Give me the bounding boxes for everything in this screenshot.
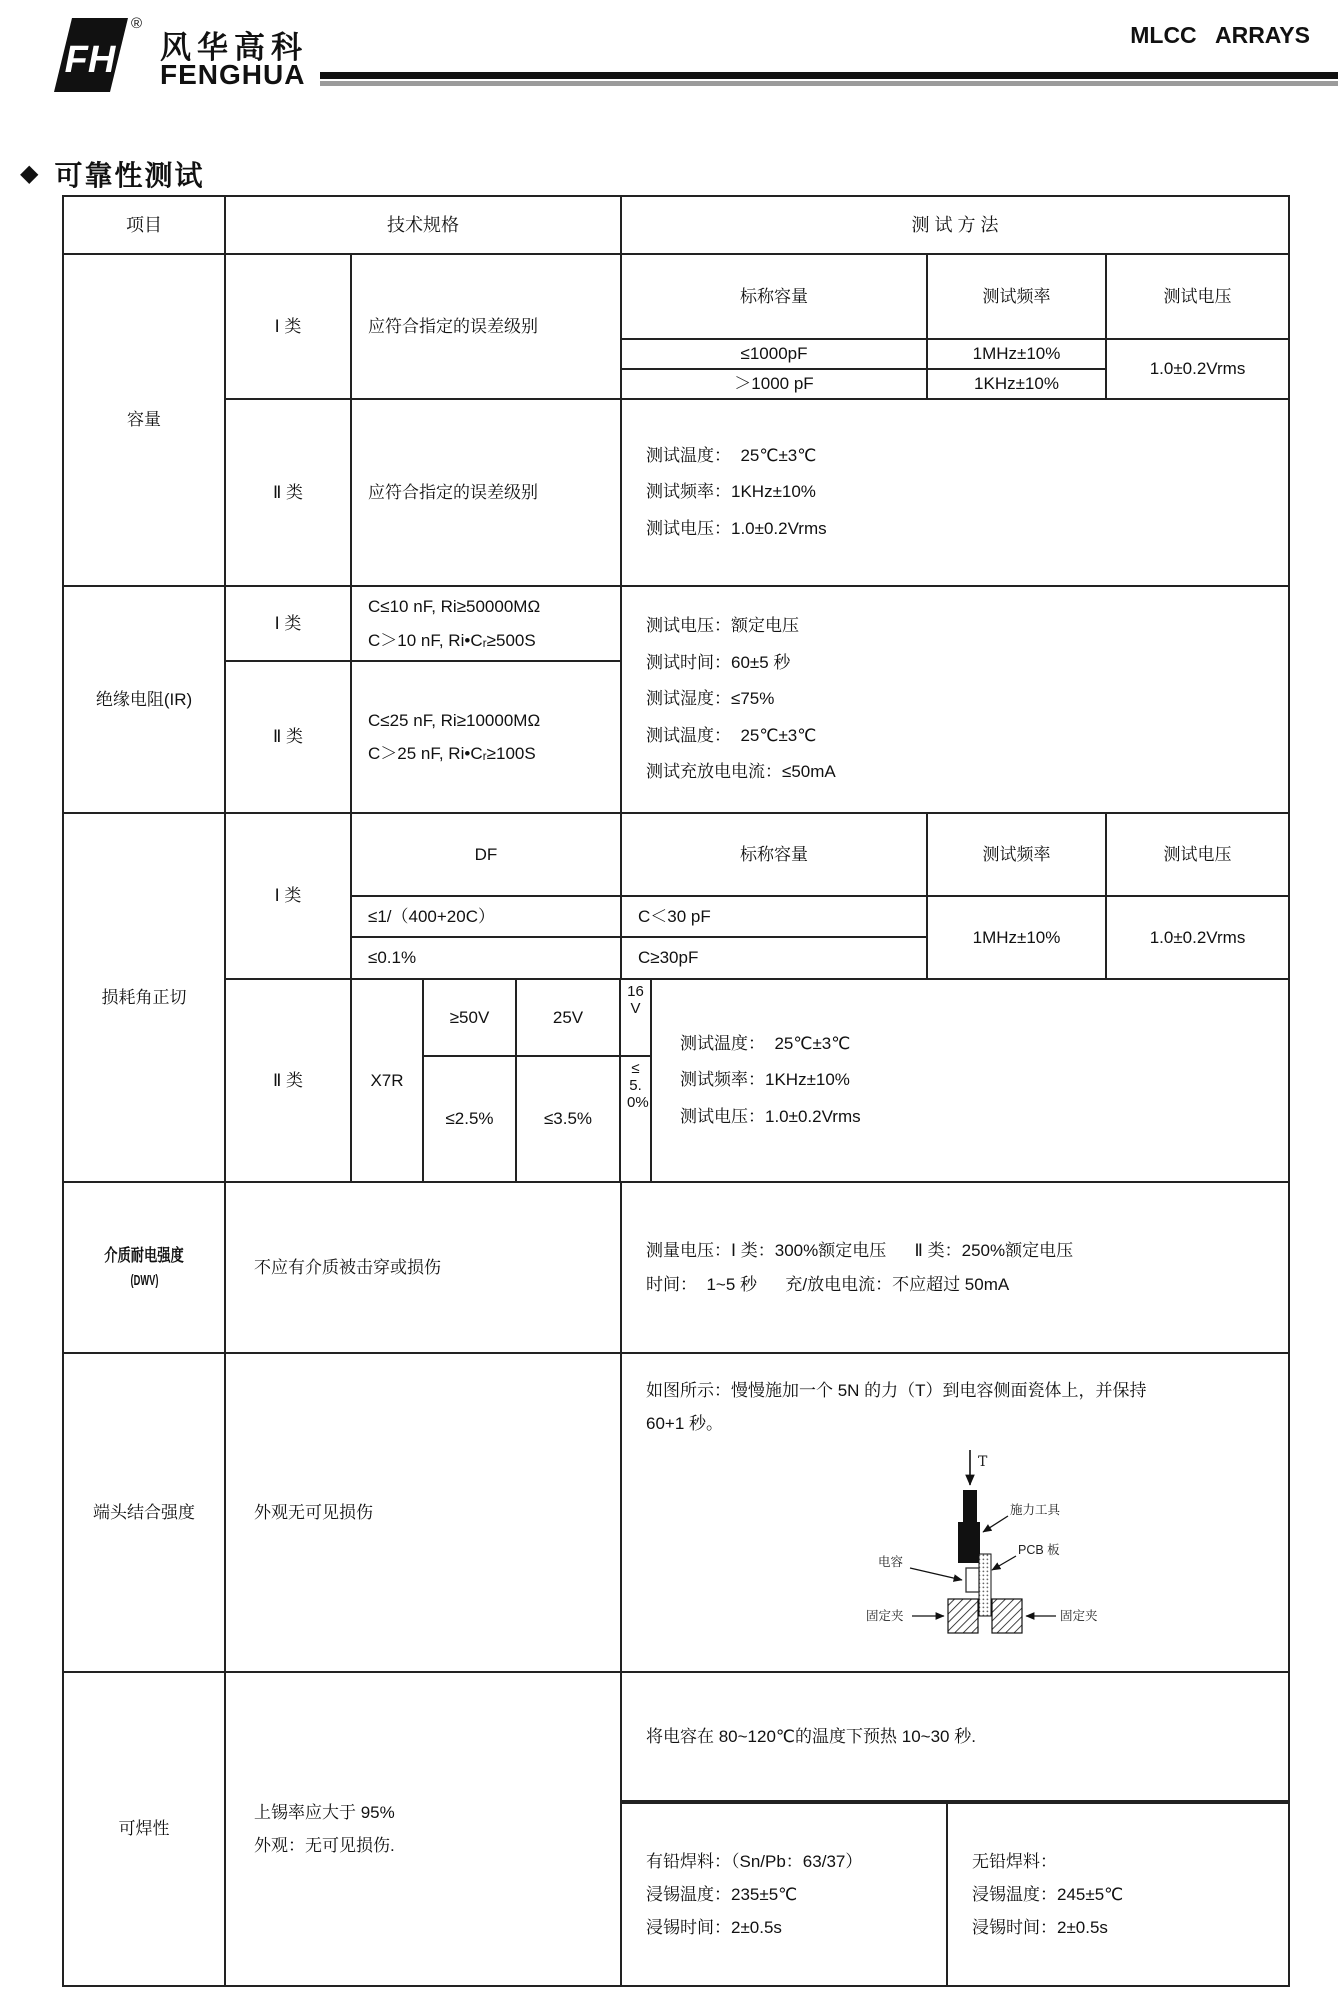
leadfree-line2: 浸锡温度：245±5℃ [972, 1884, 1124, 1904]
ir-method [622, 587, 1290, 814]
cap-subheader-voltage [1107, 255, 1290, 340]
force-label: T [978, 1454, 988, 1470]
company-name-cn: 风华高科 [160, 30, 308, 65]
leadfree-line3: 浸锡时间：2±0.5s [972, 1918, 1108, 1938]
adhesion-method-line2: 60+1 秒。 [646, 1414, 724, 1434]
cap-row1-capacity-value: ≤1000pF [740, 344, 808, 364]
ir-class1 [226, 587, 352, 662]
header-rule-gray [320, 81, 1338, 86]
header-item-label: 项目 [126, 214, 162, 235]
ir-class1-label: Ⅰ 类 [274, 613, 302, 633]
df-method-line2: 测试频率：1KHz±10% [680, 1070, 850, 1090]
capacitance-method2 [622, 400, 1290, 587]
capacitance-spec2 [352, 400, 622, 587]
df-col-50v-label: ≥50V [449, 1007, 490, 1027]
df-row1-limit-value: ≤1/（400+20C） [368, 906, 495, 926]
section-title [20, 154, 204, 194]
df-frequency-value [928, 897, 1107, 980]
ir-spec2-line2: C＞25 nF, Ri•Cᵣ≥100S [368, 744, 536, 763]
pcb-label: PCB 板 [1018, 1543, 1060, 1557]
capacitor-leader-arrow [910, 1568, 962, 1580]
ir-class2-label: Ⅱ 类 [272, 727, 304, 747]
df-subheader-capacity-label: 标称容量 [740, 844, 808, 864]
pcb-leader-arrow [992, 1556, 1016, 1570]
tool-label: 施力工具 [1010, 1503, 1061, 1517]
product-title: MLCC ARRAYS [1130, 22, 1310, 48]
df-x7r-cell [352, 980, 424, 1183]
cap-row2-frequency [928, 370, 1107, 400]
df-class1-label: Ⅰ 类 [274, 886, 302, 906]
df-header-text: DF [474, 844, 498, 864]
df-label: 损耗角正切 [101, 987, 187, 1007]
dwv-spec-text: 不应有介质被击穿或损伤 [254, 1257, 441, 1277]
capacitance-class2 [226, 400, 352, 587]
cap-subheader-frequency [928, 255, 1107, 340]
df-val-50v-text: ≤2.5% [445, 1109, 494, 1129]
adhesion-spec [226, 1354, 622, 1673]
df-class2-label: Ⅱ 类 [272, 1070, 304, 1090]
registered-mark: ® [131, 15, 143, 32]
capacitance-spec2-text: 应符合指定的误差级别 [368, 482, 538, 502]
leaded-line3: 浸锡时间：2±0.5s [646, 1918, 782, 1938]
df-method-line3: 测试电压：1.0±0.2Vrms [680, 1106, 861, 1126]
cap-row1-capacity [622, 340, 928, 370]
tool-upper-block [963, 1490, 977, 1522]
ir-label: 绝缘电阻(IR) [95, 689, 193, 709]
df-header-cell [352, 814, 622, 897]
ir-method-line5: 测试充放电电流：≤50mA [646, 762, 836, 782]
dwv-label-line2: (DWV) [130, 1272, 158, 1289]
solderability-label: 可焊性 [118, 1819, 170, 1839]
cap-voltage-value-text: 1.0±0.2Vrms [1149, 359, 1246, 379]
clamp-right-block [992, 1599, 1022, 1633]
df-subheader-capacity [622, 814, 928, 897]
reliability-table [62, 195, 1290, 1987]
header-method [622, 197, 1290, 255]
cap-row2-capacity-value: ＞1000 pF [734, 374, 814, 394]
capacitance-method2-line1: 测试温度： 25℃±3℃ [646, 445, 817, 465]
cap-subheader-frequency-label: 测试频率 [982, 286, 1051, 306]
df-x7r-label: X7R [370, 1070, 404, 1090]
df-col-50v [424, 980, 517, 1057]
adhesion-method [622, 1354, 1290, 1673]
df-row2-capacity-value: C≥30pF [638, 948, 699, 968]
capacitor-rect [966, 1568, 979, 1592]
cap-subheader-capacity-label: 标称容量 [740, 286, 808, 306]
solderability-leaded [622, 1804, 948, 1987]
df-class2 [226, 980, 352, 1183]
cap-row1-frequency [928, 340, 1107, 370]
df-row1-capacity-value: C＜30 pF [638, 906, 711, 926]
logo-mark-letters: FH [64, 39, 116, 81]
df-subheader-voltage [1107, 814, 1290, 897]
row-solderability-label [64, 1673, 226, 1987]
section-title-text: 可靠性测试 [54, 160, 205, 191]
df-col-25v-label: 25V [552, 1007, 584, 1027]
capacitance-method2-line2: 测试频率：1KHz±10% [646, 482, 816, 502]
solderability-spec-line1: 上锡率应大于 95% [254, 1802, 395, 1822]
solderability-leadfree [948, 1804, 1290, 1987]
cap-subheader-capacity [622, 255, 928, 340]
df-method [652, 980, 1290, 1183]
df-voltage-value-text: 1.0±0.2Vrms [1149, 927, 1246, 947]
capacitance-class1 [226, 255, 352, 400]
df-row1-limit [352, 897, 622, 938]
df-val-16v [621, 1057, 652, 1183]
df-row2-limit [352, 938, 622, 980]
capacitance-method2-line3: 测试电压：1.0±0.2Vrms [646, 518, 827, 538]
dwv-spec [226, 1183, 622, 1354]
row-ir-label [64, 587, 226, 814]
ir-spec1-line2: C＞10 nF, Ri•Cᵣ≥500S [368, 630, 536, 650]
capacitance-label: 容量 [127, 410, 161, 430]
df-frequency-value-text: 1MHz±10% [972, 927, 1061, 947]
df-subheader-frequency [928, 814, 1107, 897]
header-spec [226, 197, 622, 255]
df-row2-capacity [622, 938, 928, 980]
capacitance-class2-label: Ⅱ 类 [272, 482, 304, 502]
adhesion-test-figure [622, 1354, 1286, 1669]
ir-spec1 [352, 587, 622, 662]
df-col-16v [621, 980, 652, 1057]
adhesion-method-line1: 如图所示：慢慢施加一个 5N 的力（T）到电容侧面瓷体上，并保持 [646, 1381, 1147, 1400]
header-method-label: 测 试 方 法 [911, 214, 999, 235]
adhesion-label: 端头结合强度 [93, 1502, 195, 1522]
row-dwv-label [64, 1183, 226, 1354]
ir-spec2 [352, 662, 622, 814]
cap-voltage-value [1107, 340, 1290, 400]
capacitance-spec1 [352, 255, 622, 400]
cap-row2-frequency-value: 1KHz±10% [974, 374, 1059, 394]
ir-method-line4: 测试温度： 25℃±3℃ [646, 725, 817, 745]
dwv-method-line2: 时间： 1~5 秒 充/放电电流：不应超过 50mA [646, 1274, 1010, 1294]
df-row1-capacity [622, 897, 928, 938]
diamond-bullet-icon: ◆ [20, 160, 39, 187]
clamp-left-block [948, 1599, 978, 1633]
solderability-spec-line2: 外观：无可见损伤. [254, 1836, 395, 1855]
leaded-line1: 有铅焊料：（Sn/Pb：63/37） [646, 1851, 863, 1871]
header-item [64, 197, 226, 255]
df-subheader-voltage-label: 测试电压 [1163, 844, 1232, 864]
cap-subheader-voltage-label: 测试电压 [1163, 286, 1232, 306]
solderability-preheat [622, 1673, 1290, 1804]
df-val-16v-text: ≤5.0% [627, 1060, 649, 1111]
tool-lower-block [958, 1522, 980, 1563]
ir-spec1-line1: C≤10 nF, Ri≥50000MΩ [368, 597, 541, 617]
capacitor-label: 电容 [878, 1555, 904, 1569]
df-subheader-frequency-label: 测试频率 [982, 844, 1051, 864]
clamp-left-label: 固定夹 [866, 1609, 904, 1623]
company-name-en: FENGHUA [160, 59, 306, 90]
pcb-strip [979, 1554, 991, 1616]
header-rule-dark [320, 72, 1338, 79]
ir-method-line2: 测试时间：60±5 秒 [646, 652, 791, 672]
df-val-25v [517, 1057, 621, 1183]
df-col-16v-label: 16V [627, 983, 644, 1017]
leaded-line2: 浸锡温度：235±5℃ [646, 1884, 798, 1904]
header-spec-label: 技术规格 [387, 214, 459, 235]
row-capacitance-label [64, 255, 226, 587]
ir-spec2-line1: C≤25 nF, Ri≥10000MΩ [368, 710, 541, 730]
df-col-25v [517, 980, 621, 1057]
capacitance-spec1-text: 应符合指定的误差级别 [368, 316, 538, 336]
row-adhesion-label [64, 1354, 226, 1673]
df-row2-limit-value: ≤0.1% [368, 948, 417, 968]
ir-method-line3: 测试湿度：≤75% [646, 689, 775, 709]
ir-method-line1: 测试电压：额定电压 [646, 616, 799, 636]
row-df-label [64, 814, 226, 1183]
df-val-50v [424, 1057, 517, 1183]
capacitance-class1-label: Ⅰ 类 [274, 316, 302, 336]
solderability-spec [226, 1673, 622, 1987]
df-voltage-value [1107, 897, 1290, 980]
adhesion-spec-text: 外观无可见损伤 [254, 1502, 373, 1522]
df-method-line1: 测试温度： 25℃±3℃ [680, 1033, 851, 1053]
solderability-preheat-text: 将电容在 80~120℃的温度下预热 10~30 秒. [646, 1726, 976, 1746]
dwv-method-line1: 测量电压：Ⅰ 类：300%额定电压 Ⅱ 类：250%额定电压 [646, 1241, 1074, 1261]
tool-leader-arrow [983, 1516, 1008, 1532]
leadfree-line1: 无铅焊料： [972, 1851, 1057, 1871]
ir-class2 [226, 662, 352, 814]
clamp-right-label: 固定夹 [1060, 1609, 1098, 1623]
cap-row2-capacity [622, 370, 928, 400]
cap-row1-frequency-value: 1MHz±10% [972, 344, 1061, 364]
dwv-label-line1: 介质耐电强度 [104, 1245, 184, 1265]
df-val-25v-text: ≤3.5% [543, 1109, 593, 1129]
dwv-method [622, 1183, 1290, 1354]
df-class1 [226, 814, 352, 980]
fenghua-logo-icon [28, 12, 146, 96]
